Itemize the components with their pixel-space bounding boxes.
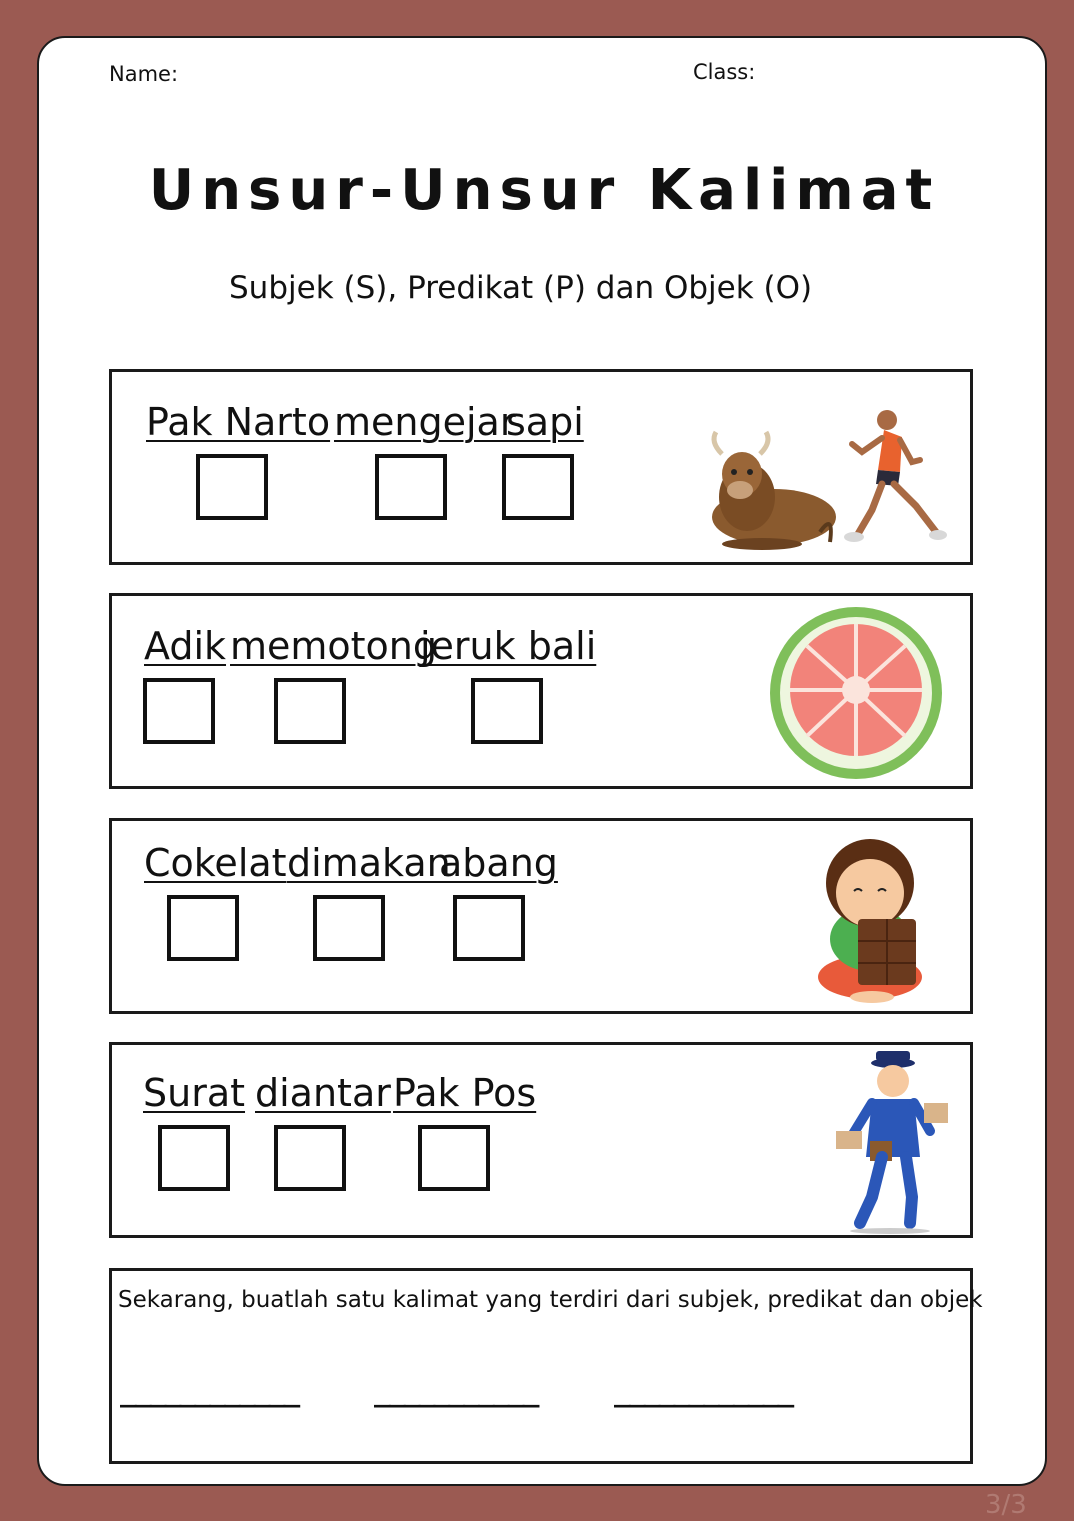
word-predicate: diantar — [255, 1071, 391, 1115]
answer-box-3[interactable] — [418, 1125, 490, 1191]
answer-blank-1[interactable]: ____________ — [120, 1375, 299, 1408]
word-object: sapi — [506, 400, 584, 444]
answer-box-3[interactable] — [471, 678, 543, 744]
answer-blank-2[interactable]: ___________ — [374, 1375, 538, 1408]
exercise-box-1 — [109, 369, 973, 565]
answer-box-1[interactable] — [143, 678, 215, 744]
word-predicate: mengejar — [334, 400, 516, 444]
final-task-box — [109, 1268, 983, 1464]
exercise-box-3 — [109, 818, 973, 1014]
postman-icon — [832, 1047, 952, 1235]
answer-box-2[interactable] — [375, 454, 447, 520]
answer-box-3[interactable] — [453, 895, 525, 961]
answer-box-2[interactable] — [313, 895, 385, 961]
word-subject: abang — [439, 841, 558, 885]
page-subtitle: Subjek (S), Predikat (P) dan Objek (O) — [229, 270, 813, 306]
class-label: Class: — [693, 60, 756, 84]
word-object: jeruk bali — [420, 624, 597, 668]
answer-box-1[interactable] — [158, 1125, 230, 1191]
answer-box-1[interactable] — [167, 895, 239, 961]
name-label: Name: — [109, 62, 179, 86]
word-subject: Pak Narto — [146, 400, 331, 444]
word-subject: Adik — [144, 624, 227, 668]
page-title: Unsur-Unsur Kalimat — [148, 158, 940, 223]
answer-box-3[interactable] — [502, 454, 574, 520]
word-predicate: dimakan — [287, 841, 451, 885]
boy-eating-chocolate-icon — [812, 827, 932, 1007]
answer-box-1[interactable] — [196, 454, 268, 520]
answer-box-2[interactable] — [274, 1125, 346, 1191]
final-task-instruction: Sekarang, buatlah satu kalimat yang terdiri dari subjek, predikat dan objek — [118, 1287, 983, 1313]
exercise-box-4 — [109, 1042, 973, 1238]
word-subject: Pak Pos — [393, 1071, 537, 1115]
word-predicate: memotong — [230, 624, 438, 668]
word-object: Cokelat — [144, 841, 287, 885]
answer-box-2[interactable] — [274, 678, 346, 744]
word-object: Surat — [143, 1071, 246, 1115]
exercise-box-2 — [109, 593, 973, 789]
cow-and-runner-icon — [702, 402, 952, 552]
worksheet-page — [37, 36, 1047, 1486]
answer-blank-3[interactable]: ____________ — [614, 1375, 793, 1408]
pomelo-icon — [767, 604, 945, 782]
page-number: 3/3 — [985, 1490, 1027, 1520]
